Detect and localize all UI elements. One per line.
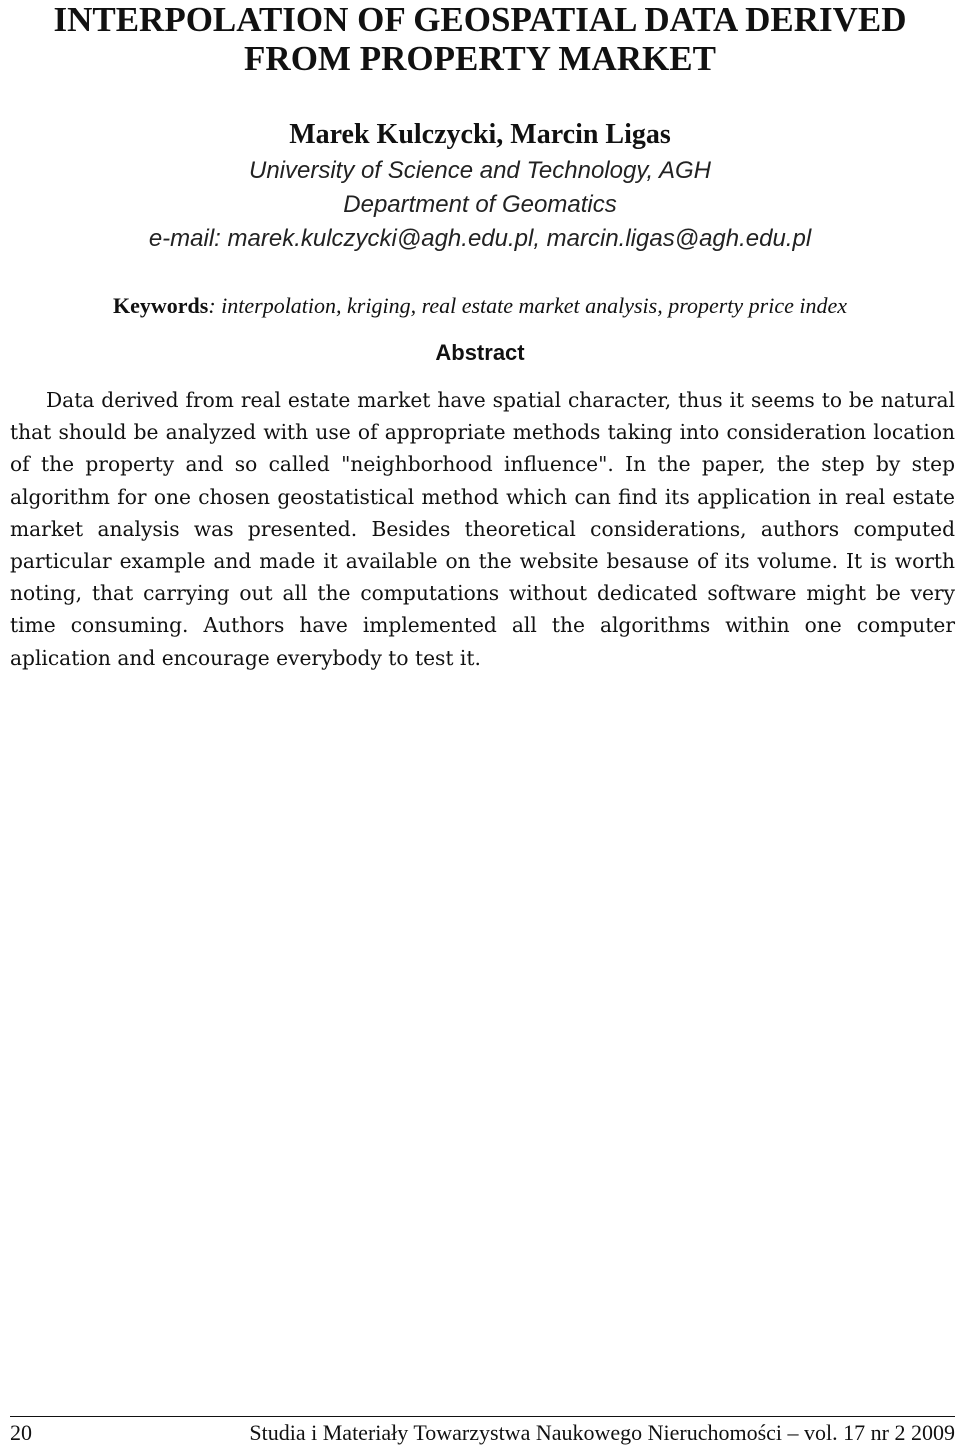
abstract-body: Data derived from real estate market have spatial character, thus it seems to be natural that should be analyzed with use of appropriate methods taking into consideration location of the property and so called "neighborhood influence". In the paper, the step by step algorithm for one chosen geostatistical method which can find its application in real estate market analysis was presented. Besides theoretical considerations, authors computed particular example and made it available on the website besause of its volume. It is worth noting, that carrying out all the computations without dedicated software might be very time consuming. Authors have implemented all the algorithms within one computer aplication and encourage everybody to test it. [10,388,955,670]
page-number: 20 [10,1420,32,1445]
abstract-heading: Abstract [435,340,525,365]
paper-title [0,0,960,78]
paper-title-line-1: INTERPOLATION OF GEOSPATIAL DATA DERIVED [53,0,907,39]
journal-citation: Studia i Materiały Towarzystwa Naukowego Nieruchomości – vol. 17 nr 2 2009 [249,1420,955,1445]
author-names: Marek Kulczycki, Marcin Ligas [289,119,671,150]
footer-divider [10,1416,955,1417]
keywords-text: : interpolation, kriging, real estate market analysis, property price index [208,293,848,318]
page-footer [10,1418,955,1448]
keywords-label: Keywords [112,293,209,318]
paper-title-line-2: FROM PROPERTY MARKET [244,39,716,78]
keywords-line [0,290,960,322]
author-emails: e-mail: marek.kulczycki@agh.edu.pl, marcin.ligas@agh.edu.pl [148,225,812,252]
affiliation-department: Department of Geomatics [343,191,617,218]
affiliation-university: University of Science and Technology, AGH [248,157,711,184]
